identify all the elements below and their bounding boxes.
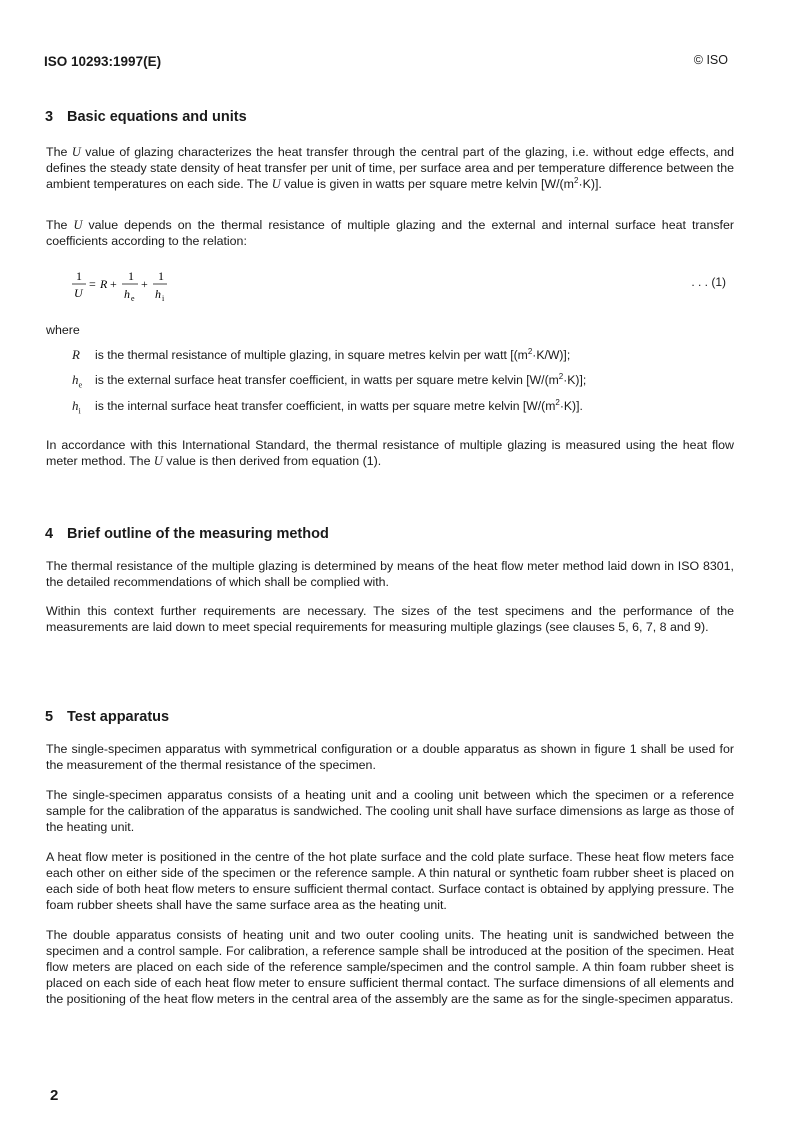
svg-text:1: 1 — [128, 269, 134, 283]
svg-text:U: U — [74, 286, 83, 300]
svg-text:R: R — [100, 277, 108, 291]
section-3-paragraph-1: The U value of glazing characterizes the heat transfer through the central part of the glazing, i.e. without edge effects, and defines the steady state density of heat transfer per unit of time, per surface area and per temperature difference between the ambient temperatures on each side. The U value is given in watts per square metre kelvin $[W/(m^2\cdot K)]$. — [46, 145, 734, 191]
section-3-paragraph-2: The U value depends on the thermal resistance of multiple glazing and the external and internal surface heat transfer coefficients according to the relation: — [46, 218, 734, 248]
section-5-number: 5 — [45, 709, 54, 725]
section-4-paragraph-1: The thermal resistance of the multiple glazing is determined by means of the heat flow meter method laid down in ISO 8301, the detailed recommendations of which shall be complied with. — [46, 559, 734, 589]
section-3-number: 3 — [45, 109, 54, 125]
section-4-paragraph-2: Within this context further requirements are necessary. The sizes of the test specimens and the performance of the measurements are laid down to meet special requirements for measuring multiple glazings (see clauses 5, 6, 7, 8 and 9). — [46, 604, 734, 634]
page-number: 2 — [50, 1087, 59, 1104]
svg-text:1: 1 — [76, 269, 82, 283]
svg-text:+: + — [110, 277, 117, 291]
svg-text:+: + — [141, 277, 148, 291]
definition-he: $h_e$ is the external surface heat transfer coefficient, in watts per square metre kelvin $[W/(m^2\cdot K)]$; — [72, 371, 587, 390]
svg-text:1: 1 — [158, 269, 164, 283]
equation-formula — [72, 269, 192, 309]
definition-R: R is the thermal resistance of multiple glazing, in square metres kelvin per watt $[(m^2\cdot K/W)]$; — [72, 346, 571, 362]
section-5-paragraph-1: The single-specimen apparatus with symmetrical configuration or a double apparatus as shown in figure 1 shall be used for the measurement of the thermal resistance of the specimen. — [46, 742, 734, 772]
svg-text:i: i — [162, 294, 165, 303]
section-5-heading — [45, 709, 169, 725]
equation-number: . . . (1) — [691, 275, 726, 289]
section-4-title: Brief outline of the measuring method — [67, 526, 329, 542]
section-5-paragraph-3: A heat flow meter is positioned in the centre of the hot plate surface and the cold plate surface. These heat flow meters face each other on either side of the specimen or the reference sample. A thin natural or synthetic foam rubber sheet is placed on each side of both heat flow meters to ensure sufficient thermal contact. Surface contact is obtained by applying pressure. The foam rubber sheets shall have the same surface area as the heating unit. — [46, 850, 734, 912]
document-id: ISO 10293:1997(E) — [44, 54, 162, 69]
equation-1 — [72, 269, 192, 313]
definition-hi: $h_i$ is the internal surface heat transfer coefficient, in watts per square metre kelvin $[W/(m^2\cdot K)]$. — [72, 397, 583, 416]
section-3-heading — [45, 109, 247, 125]
where-label: where — [46, 323, 80, 337]
section-3-title: Basic equations and units — [67, 109, 247, 125]
section-3-paragraph-3: In accordance with this International Standard, the thermal resistance of multiple glazing is measured using the heat flow meter method. The U value is then derived from equation (1). — [46, 438, 734, 468]
svg-text:=: = — [89, 277, 96, 291]
section-4-heading — [45, 526, 329, 542]
svg-text:h: h — [155, 287, 161, 301]
copyright-mark: © ISO — [693, 53, 728, 67]
section-5-title: Test apparatus — [67, 709, 170, 725]
section-5-paragraph-2: The single-specimen apparatus consists of a heating unit and a cooling unit between which the specimen or a reference sample for the calibration of the apparatus is sandwiched. The cooling unit shall have surface dimensions as large as those of the heating unit. — [46, 788, 734, 834]
section-5-paragraph-4: The double apparatus consists of heating unit and two outer cooling units. The heating unit is sandwiched between the specimen and a control sample. For calibration, a reference sample shall be introduced at the position of the specimen. Heat flow meters are placed on each side of the reference sample/specimen and the control sample. A thin foam rubber sheet is placed on each side of each heat flow meter to ensure sufficient thermal contact. The surface dimensions of all elements and the positioning of the heat flow meters in the central area of the assembly are the same as for the single-specimen apparatus. — [46, 928, 734, 1006]
section-4-number: 4 — [45, 526, 54, 542]
svg-text:h: h — [124, 287, 130, 301]
svg-text:e: e — [131, 294, 135, 303]
